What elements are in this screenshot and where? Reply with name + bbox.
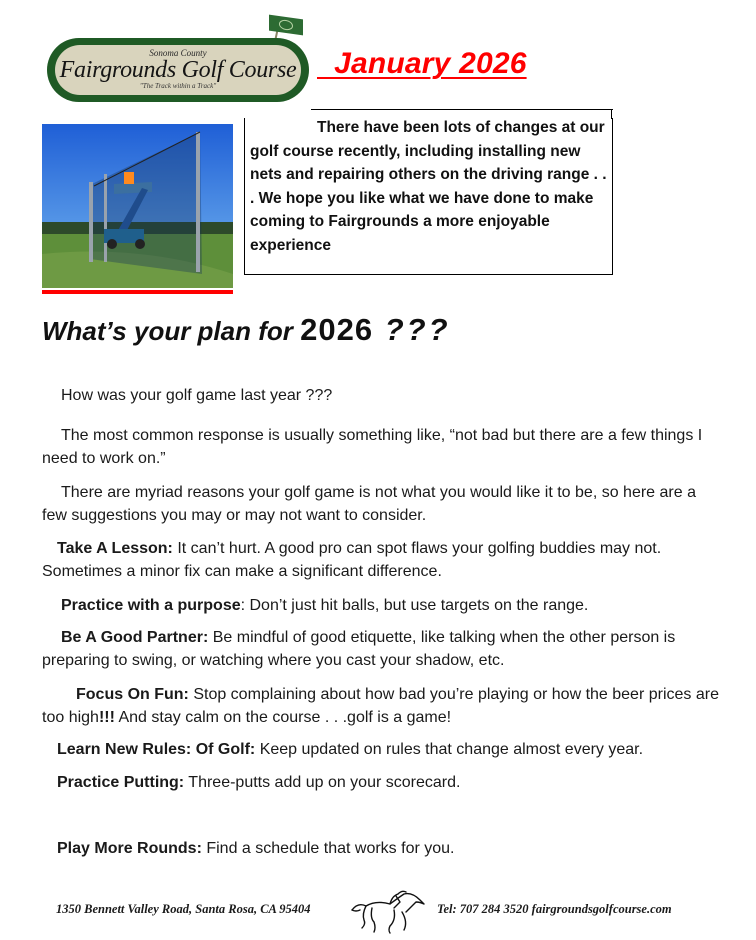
golf-flag-icon xyxy=(269,15,303,36)
tip-title: Focus On Fun: xyxy=(76,686,189,703)
tip-learn-new-rules xyxy=(42,738,722,761)
intro-box-top-border xyxy=(311,109,613,110)
tip-text: Keep updated on rules that change almost every year. xyxy=(255,741,644,758)
tip-text: It can’t hurt. A good pro can spot flaws your golfing buddies may not. Sometimes a minor fix can make a significant difference. xyxy=(42,540,662,580)
driving-range-net-photo xyxy=(42,124,233,288)
tip-emphasis: !!! xyxy=(98,709,115,726)
tip-text: Be mindful of good etiquette, like talking when the other person is preparing to swing, or watching where you cast your shadow, etc. xyxy=(42,629,676,669)
logo-tagline: "The Track within a Track" xyxy=(139,82,217,90)
logo-oval xyxy=(47,38,309,102)
tip-title: Play More Rounds: xyxy=(57,840,202,857)
page-headline xyxy=(42,312,451,348)
headline-question: ??? xyxy=(373,312,451,347)
tip-take-a-lesson xyxy=(42,537,722,583)
course-logo xyxy=(47,14,313,106)
tip-practice-with-purpose xyxy=(42,594,722,617)
tip-focus-on-fun xyxy=(42,683,722,729)
photo-red-underline xyxy=(42,290,233,294)
logo-county: Sonoma County xyxy=(149,48,207,58)
paragraph-reasons: There are myriad reasons your golf game is not what you would like it to be, so here are a few suggestions you may or may not want to consider. xyxy=(42,484,696,524)
photo-illustration xyxy=(42,124,233,288)
logo-name: Fairgrounds Golf Course xyxy=(59,57,297,83)
tip-text: Stop complaining about how bad you’re playing or how the beer prices are too high xyxy=(42,686,719,726)
tip-title: Be A Good Partner: xyxy=(61,629,209,646)
paragraph-response: The most common response is usually something like, “not bad but there are a few things I need to work on.” xyxy=(42,427,703,467)
tip-text: Three-putts add up on your scorecard. xyxy=(184,774,461,791)
tip-good-partner xyxy=(42,626,722,672)
tip-play-more-rounds xyxy=(42,837,722,860)
paragraph-question: How was your golf game last year ??? xyxy=(61,387,333,404)
horse-and-jockey-icon xyxy=(350,888,428,934)
tip-title: Learn New Rules: Of Golf: xyxy=(57,741,256,758)
footer-contact: Tel: 707 284 3520 fairgroundsgolfcourse.com xyxy=(437,902,672,916)
intro-text: There have been lots of changes at our golf course recently, including installing new nets and repairing others on the driving range . . . We hope you like what we have done to make coming to Fairgrounds a more enjoyable experience xyxy=(250,119,607,254)
tip-text: : Don’t just hit balls, but use targets on the range. xyxy=(240,597,589,614)
issue-date: January 2026 xyxy=(317,47,527,80)
page-footer xyxy=(56,896,716,936)
footer-address: 1350 Bennett Valley Road, Santa Rosa, CA 95404 xyxy=(56,902,311,916)
tip-practice-putting xyxy=(42,771,722,794)
tip-title: Practice Putting: xyxy=(57,774,185,791)
headline-year: 2026 xyxy=(300,312,374,347)
tip-title: Practice with a purpose xyxy=(61,597,241,614)
tip-text: Find a schedule that works for you. xyxy=(201,840,455,857)
tip-title: Take A Lesson: xyxy=(57,540,173,557)
tip-text-continued: And stay calm on the course . . .golf is a game! xyxy=(114,709,452,726)
headline-part1: What’s your plan for xyxy=(42,316,301,346)
